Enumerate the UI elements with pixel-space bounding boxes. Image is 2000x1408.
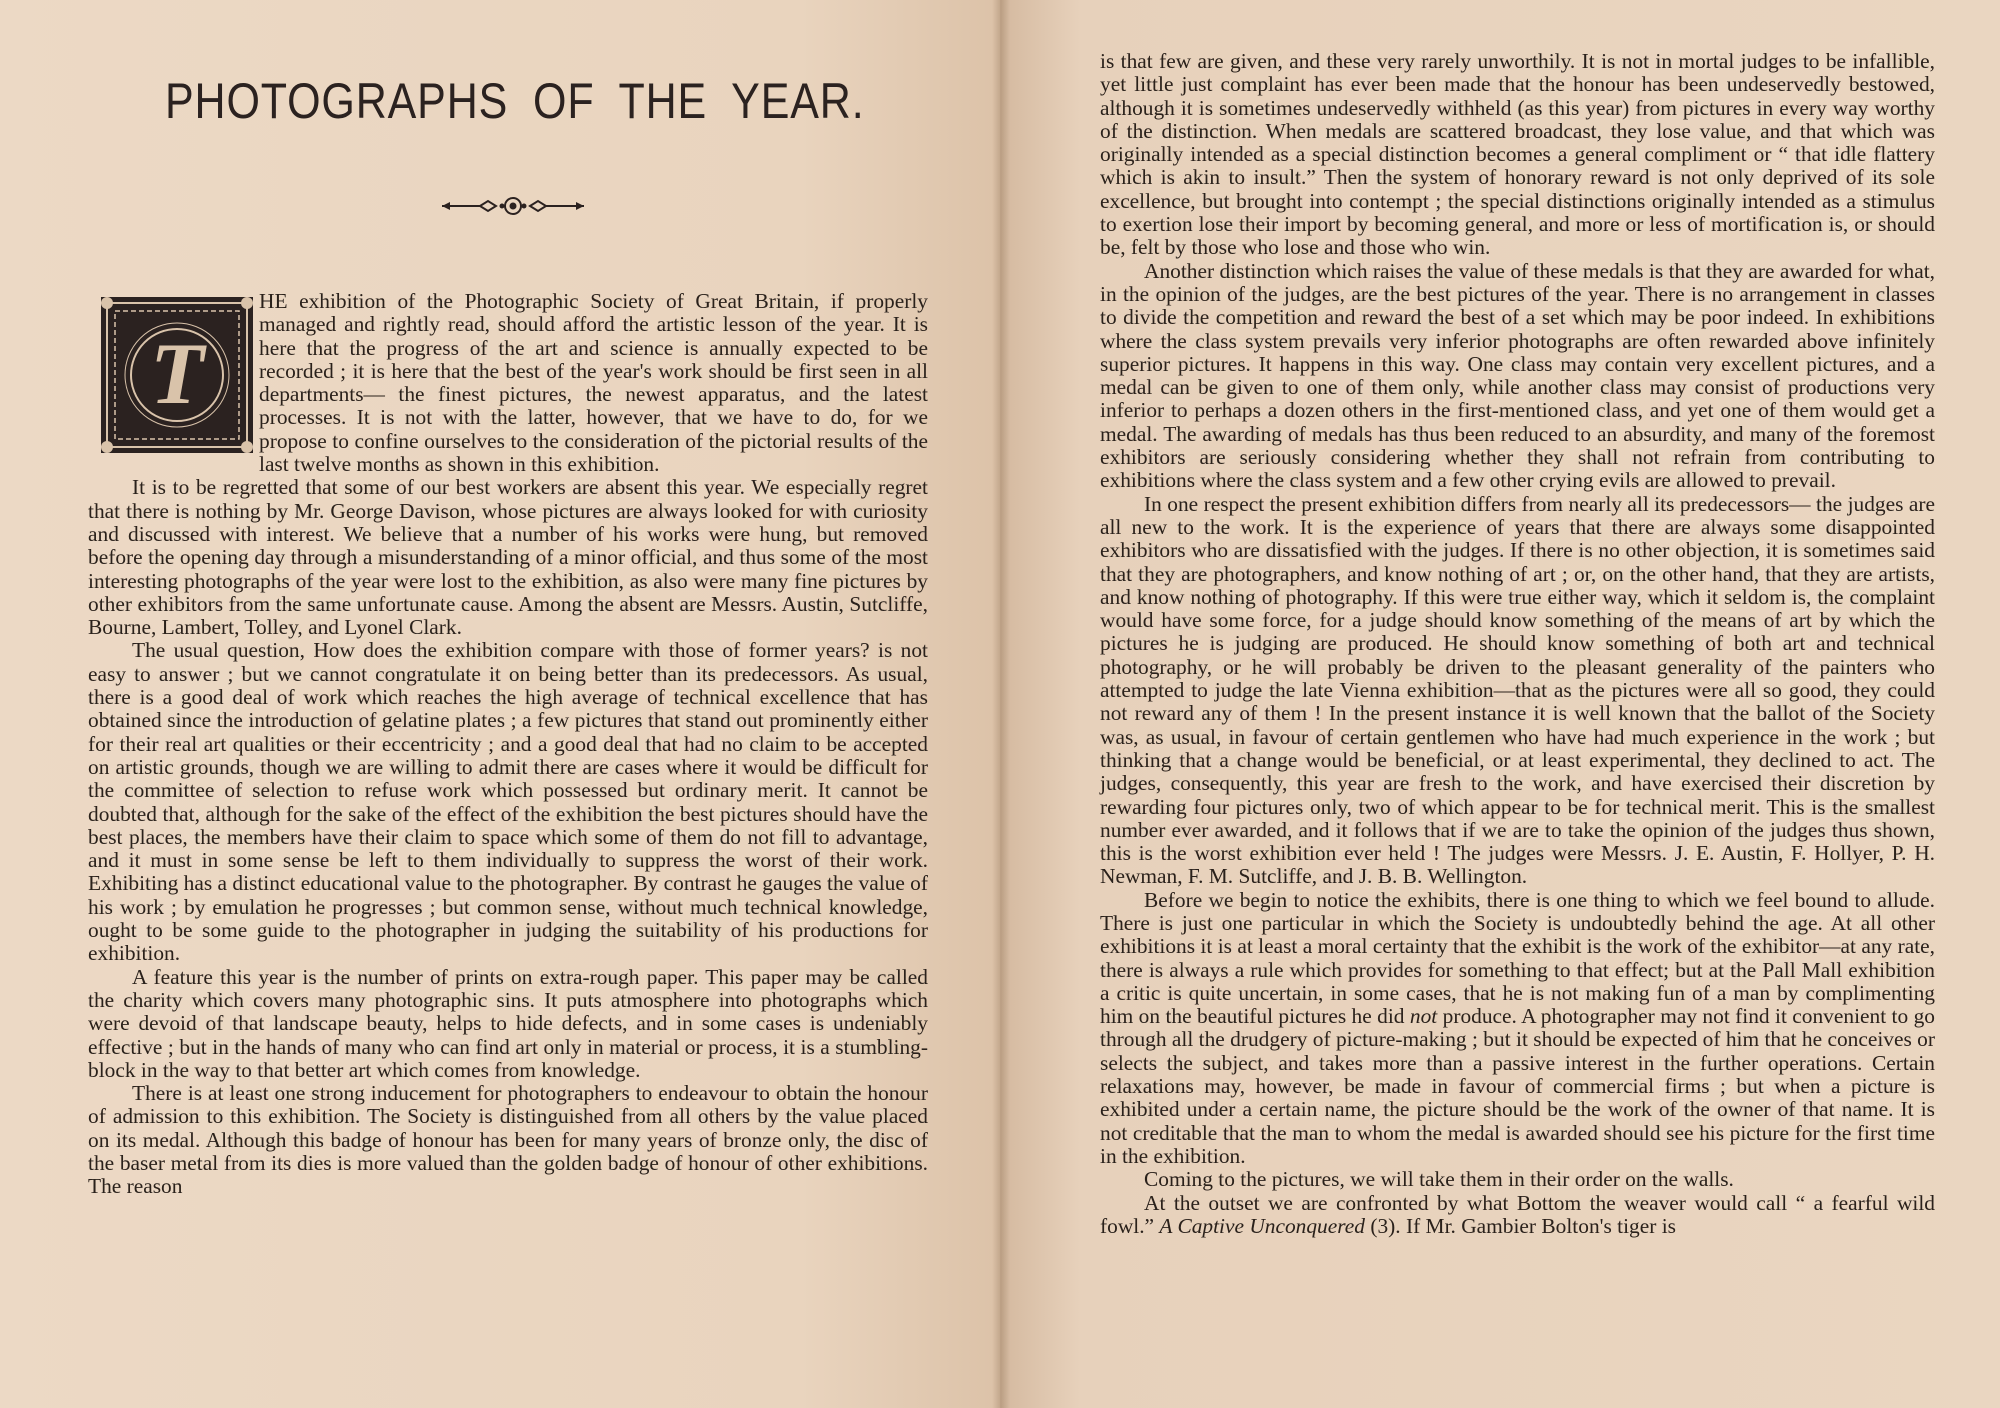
right-paragraph-2: Another distinction which raises the value of these medals is that they are awarded for what, in the opinion of the judges, are the best pictures of the year. There is no arrangement in classes to divide the competition and reward the best of a set which may be poor indeed. In exhibitions where the class system prevails very inferior photographs are often rewarded above infinitely superior pictures. It happens in this way. One class may contain very excellent pictures, and a medal can be given to one of them only, while another class may consist of productions very inferior to perhaps a dozen others in the first-mentioned class, and yet one of them would get a medal. The awarding of medals has thus been reduced to an absurdity, and many of the foremost exhibitors are seriously considering whether they shall not refrain from contributing to exhibitions where the class system and a few other crying evils are allowed to prevail. (1100, 258, 1935, 493)
right-paragraph-3: In one respect the present exhibition differs from nearly all its predecessors— the judges are all new to the work. It is the experience of years that there are always some disappointed exhibitors who are dissatisfied with the judges. If there is no other objection, it is sometimes said that they are photographers, and know nothing of art ; or, on the other hand, that they are artists, and know nothing of photography. If this were true either way, which it seldom is, the complaint would have some force, for a judge should know something of the means of art by which the pictures he is judging are produced. He should know something of both art and technical photography, or he will probably be driven to the pleasant generality of the painters who attempted to judge the late Vienna exhibition—that as the pictures were all so good, they could not reward any of them ! In the present instance it is well known that the ballot of the Society was, as usual, in favour of certain gentlemen who have had much experience in the work ; but thinking that a change would be beneficial, or at least experimental, they declined to act. The judges, consequently, this year are fresh to the work, and have exercised their discretion by rewarding four pictures only, two of which appear to be for technical merit. This is the smallest number ever awarded, and it follows that if we are to take the opinion of the judges thus shown, this is the worst exhibition ever held ! The judges were Messrs. J. E. Austin, F. Hollyer, P. H. Newman, F. M. Sutcliffe, and J. B. B. Wellington. (1100, 491, 1935, 889)
book-gutter (992, 0, 1010, 1408)
left-paragraph-1: HE exhibition of the Photographic Society of Great Britain, if properly managed and rightly read, should afford the artistic lesson of the year. It is here that the progress of the art and science is annually expected to be recorded ; it is here that the best of the year's work should be first seen in all departments— the finest pictures, the newest apparatus, and the latest processes. It is not with the latter, however, that we have to do, for we propose to confine ourselves to the consideration of the pictorial results of the last twelve months as shown in this exhibition. (259, 289, 928, 477)
left-paragraph-5: There is at least one strong inducement for photographers to endeavour to obtain the honour of admission to this exhibition. The Society is distinguished from all others by the value placed on its medal. Although this badge of honour has been for many years of bronze only, the disc of the baser metal from its dies is more valued than the golden badge of honour of other exhibitions. The reason (88, 1081, 928, 1199)
left-paragraph-4: A feature this year is the number of prints on extra-rough paper. This paper may be called the charity which covers many photographic sins. It puts atmosphere into photographs which were devoid of that landscape beauty, helps to hide defects, and in some cases is undeniably effective ; but in the hands of many who can find art only in material or process, it is a stumbling-block in the way to that better art which comes from knowledge. (88, 964, 928, 1082)
right-page (1000, 0, 2000, 1408)
left-column (88, 290, 928, 1199)
right-p4-emphasis: not (1409, 1004, 1438, 1029)
illuminated-dropcap (94, 290, 259, 460)
dropcap-t-icon (97, 291, 257, 459)
left-paragraph-3: The usual question, How does the exhibition compare with those of former years? is not easy to answer ; but we cannot congratulate it on being better than its predecessors. As usual, there is a good deal of work which reaches the high average of technical excellence that has obtained since the introduction of gelatine plates ; a few pictures that stand out prominently either for their real art qualities or their eccentricity ; and a good deal that had no claim to be accepted on artistic grounds, though we are willing to admit there are cases where it would be difficult for the committee of selection to refuse work which possessed but ordinary merit. It cannot be doubted that, although for the sake of the effect of the exhibition the best pictures should have the best places, the members have their claim to space which some of them do not fill to advantage, and it must in some sense be left to them individually to suppress the worst of their work. Exhibiting has a distinct educational value to the photographer. By contrast he gauges the value of his work ; by emulation he progresses ; but common sense, without much technical knowledge, ought to be some guide to the photographer in judging the suitability of his productions for exhibition. (88, 638, 928, 966)
article-title: PHOTOGRAPHS OF THE YEAR. (165, 73, 865, 129)
ornament-divider-icon (440, 194, 586, 218)
right-paragraph-6 (1100, 1192, 1935, 1239)
right-column (1100, 50, 1935, 1238)
right-paragraph-4 (1100, 889, 1935, 1169)
right-p4-text-a: Before we begin to notice the exhibits, there is one thing to which we feel bound to allude. There is just one particular in which the Society is undoubtedly behind the age. At all other exhibitions it is at least a moral certainty that the exhibit is the work of the exhibitor—at any rate, there is always a rule which provides for something to that effect; but at the Pall Mall exhibition a critic is quite uncertain, in some cases, that he is not making fun of a man by complimenting him on the beautiful pictures he did (1100, 887, 1935, 1029)
right-paragraph-1: is that few are given, and these very rarely unworthily. It is not in mortal judges to be infallible, yet little just complaint has ever been made that the honour has been undeservedly bestowed, although it is sometimes undeservedly withheld (as this year) from pictures in every way worthy of the distinction. When medals are scattered broadcast, they lose value, and that which was originally intended as a special distinction becomes a general compliment or “ that idle flattery which is akin to insult.” Then the system of honorary reward is not only deprived of its sole excellence, but brought into contempt ; the special distinctions originally intended as a stimulus to exertion lose their import by becoming general, and more or less of mortification is, or should be, felt by those who lose and those who win. (1100, 49, 1935, 260)
right-p6-text-a: At the outset we are confronted by what Bottom the weaver would call “ a fearful wild fowl.” (1100, 1190, 1935, 1238)
left-paragraph-2: It is to be regretted that some of our best workers are absent this year. We especially regret that there is nothing by Mr. George Davison, whose pictures are always looked for with curiosity and discussed with interest. We believe that a number of his works were hung, but removed before the opening day through a misunderstanding of a minor official, and thus some of the most interesting photographs of the year were lost to the exhibition, as also were many fine pictures by other exhibitors from the same unfortunate cause. Among the absent are Messrs. Austin, Sutcliffe, Bourne, Lambert, Tolley, and Lyonel Clark. (88, 475, 928, 640)
right-paragraph-5: Coming to the pictures, we will take them in their order on the walls. (1144, 1167, 1734, 1192)
svg-text:T: T (149, 326, 204, 423)
right-p6-text-b: (3). If Mr. Gambier Bolton's tiger is (1370, 1213, 1676, 1238)
right-p6-picture-title: A Captive Unconquered (1159, 1213, 1365, 1238)
right-p4-text-b: produce. A photographer may not find it convenient to go through all the drudgery of picture-making ; but it should be expected of him that he conceives or selects the subject, and takes more than a passive interest in the further operations. Certain relaxations may, however, be made in favour of commercial firms ; but when a picture is exhibited under a certain name, the picture should be the work of the owner of that name. It is not creditable that the man to whom the medal is awarded should see his picture for the first time in the exhibition. (1100, 1004, 1935, 1168)
